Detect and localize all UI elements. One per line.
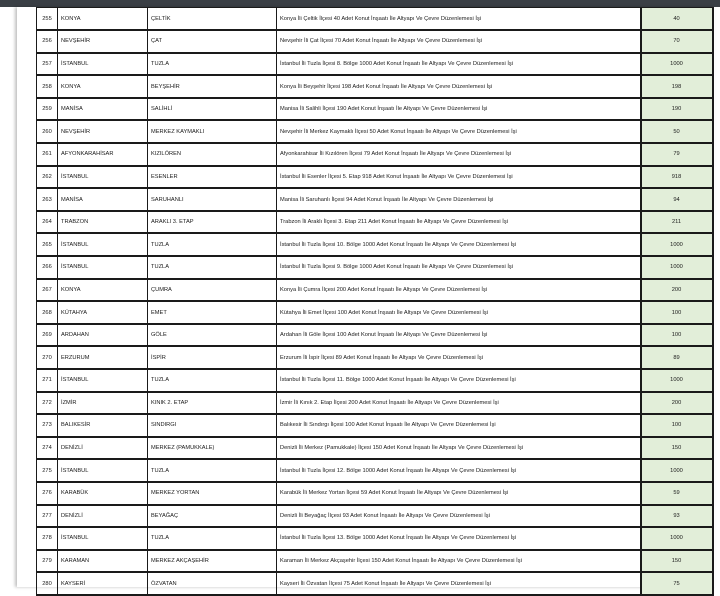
unit-count-cell: 190 xyxy=(641,98,713,121)
row-number-cell: 260 xyxy=(37,120,58,143)
table-row xyxy=(37,346,713,369)
district-cell: ÖZVATAN xyxy=(148,572,277,595)
province-cell: DENİZLİ xyxy=(58,437,148,460)
district-cell: MERKEZ AKÇAŞEHİR xyxy=(148,550,277,573)
district-cell: SARUHANLI xyxy=(148,188,277,211)
table-row xyxy=(37,53,713,76)
table-row xyxy=(37,8,713,31)
row-number-cell: 255 xyxy=(37,8,58,31)
description-cell: İstanbul İli Tuzla İlçesi 12. Bölge 1000 Adet Konut İnşaatı İle Altyapı Ve Çevre Düzenlemesi İşi xyxy=(277,459,641,482)
row-number-cell: 280 xyxy=(37,572,58,595)
district-cell: TUZLA xyxy=(148,459,277,482)
unit-count-cell: 1000 xyxy=(641,256,713,279)
table-row xyxy=(37,98,713,121)
province-cell: ERZURUM xyxy=(58,346,148,369)
district-cell: EMET xyxy=(148,301,277,324)
description-cell: Denizli İli Beyağaç İlçesi 93 Adet Konut İnşaatı İle Altyapı Ve Çevre Düzenlemesi İşi xyxy=(277,505,641,528)
unit-count-cell: 1000 xyxy=(641,527,713,550)
description-cell: İstanbul İli Tuzla İlçesi 8. Bölge 1000 Adet Konut İnşaatı İle Altyapı Ve Çevre Düzenlemesi İşi xyxy=(277,53,641,76)
unit-count-cell: 200 xyxy=(641,392,713,415)
unit-count-cell: 100 xyxy=(641,414,713,437)
description-cell: İstanbul İli Esenler İlçesi 5. Etap 918 Adet Konut İnşaatı İle Altyapı Ve Çevre Düzenlemesi İşi xyxy=(277,166,641,189)
description-cell: Denizli İli Merkez (Pamukkale) İlçesi 150 Adet Konut İnşaatı İle Altyapı Ve Çevre Düzenlemesi İşi xyxy=(277,437,641,460)
district-cell: ÇUMRA xyxy=(148,279,277,302)
description-cell: İstanbul İli Tuzla İlçesi 10. Bölge 1000 Adet Konut İnşaatı İle Altyapı Ve Çevre Düzenlemesi İşi xyxy=(277,233,641,256)
district-cell: KIZILÖREN xyxy=(148,143,277,166)
description-cell: Manisa İli Salihli İlçesi 190 Adet Konut İnşaatı İle Altyapı Ve Çevre Düzenlemesi İşi xyxy=(277,98,641,121)
table-row xyxy=(37,166,713,189)
unit-count-cell: 200 xyxy=(641,279,713,302)
district-cell: BEYAĞAÇ xyxy=(148,505,277,528)
table-row xyxy=(37,550,713,573)
district-cell: TUZLA xyxy=(148,369,277,392)
district-cell: BEYŞEHİR xyxy=(148,75,277,98)
province-cell: KONYA xyxy=(58,75,148,98)
table-row xyxy=(37,188,713,211)
row-number-cell: 257 xyxy=(37,53,58,76)
province-cell: NEVŞEHİR xyxy=(58,30,148,53)
unit-count-cell: 79 xyxy=(641,143,713,166)
unit-count-cell: 89 xyxy=(641,346,713,369)
unit-count-cell: 1000 xyxy=(641,369,713,392)
province-cell: İSTANBUL xyxy=(58,53,148,76)
unit-count-cell: 150 xyxy=(641,550,713,573)
province-cell: TRABZON xyxy=(58,211,148,234)
row-number-cell: 264 xyxy=(37,211,58,234)
unit-count-cell: 1000 xyxy=(641,233,713,256)
table-row xyxy=(37,279,713,302)
district-cell: ARAKLI 3. ETAP xyxy=(148,211,277,234)
province-cell: İSTANBUL xyxy=(58,369,148,392)
row-number-cell: 268 xyxy=(37,301,58,324)
row-number-cell: 275 xyxy=(37,459,58,482)
province-cell: ARDAHAN xyxy=(58,324,148,347)
province-cell: KONYA xyxy=(58,279,148,302)
province-cell: İSTANBUL xyxy=(58,166,148,189)
table-row xyxy=(37,437,713,460)
description-cell: Erzurum İli İspir İlçesi 89 Adet Konut İnşaatı İle Altyapı Ve Çevre Düzenlemesi İşi xyxy=(277,346,641,369)
description-cell: Trabzon İli Araklı İlçesi 3. Etap 211 Adet Konut İnşaatı İle Altyapı Ve Çevre Düzenlemesi İşi xyxy=(277,211,641,234)
province-cell: MANİSA xyxy=(58,98,148,121)
row-number-cell: 276 xyxy=(37,482,58,505)
description-cell: İstanbul İli Tuzla İlçesi 9. Bölge 1000 Adet Konut İnşaatı İle Altyapı Ve Çevre Düzenlemesi İşi xyxy=(277,256,641,279)
district-cell: SALİHLİ xyxy=(148,98,277,121)
row-number-cell: 256 xyxy=(37,30,58,53)
district-cell: KINIK 2. ETAP xyxy=(148,392,277,415)
row-number-cell: 277 xyxy=(37,505,58,528)
unit-count-cell: 50 xyxy=(641,120,713,143)
description-cell: Konya İli Çumra İlçesi 200 Adet Konut İnşaatı İle Altyapı Ve Çevre Düzenlemesi İşi xyxy=(277,279,641,302)
unit-count-cell: 40 xyxy=(641,8,713,31)
unit-count-cell: 70 xyxy=(641,30,713,53)
description-cell: Konya İli Beyşehir İlçesi 198 Adet Konut İnşaatı İle Altyapı Ve Çevre Düzenlemesi İşi xyxy=(277,75,641,98)
row-number-cell: 267 xyxy=(37,279,58,302)
unit-count-cell: 1000 xyxy=(641,53,713,76)
province-cell: İSTANBUL xyxy=(58,527,148,550)
table-row xyxy=(37,392,713,415)
row-number-cell: 272 xyxy=(37,392,58,415)
description-cell: Kütahya İli Emet İlçesi 100 Adet Konut İnşaatı İle Altyapı Ve Çevre Düzenlemesi İşi xyxy=(277,301,641,324)
description-cell: Nevşehir İli Çat İlçesi 70 Adet Konut İnşaatı İle Altyapı Ve Çevre Düzenlemesi İşi xyxy=(277,30,641,53)
table-row xyxy=(37,143,713,166)
table-row xyxy=(37,211,713,234)
district-cell: SINDIRGI xyxy=(148,414,277,437)
province-cell: KONYA xyxy=(58,8,148,31)
district-cell: ESENLER xyxy=(148,166,277,189)
province-cell: KAYSERİ xyxy=(58,572,148,595)
district-cell: İSPİR xyxy=(148,346,277,369)
table-row xyxy=(37,572,713,595)
description-cell: Kayseri İli Özvatan İlçesi 75 Adet Konut İnşaatı İle Altyapı Ve Çevre Düzenlemesi İşi xyxy=(277,572,641,595)
province-cell: İZMİR xyxy=(58,392,148,415)
row-number-cell: 273 xyxy=(37,414,58,437)
table-body xyxy=(37,8,713,595)
window-top-bar xyxy=(0,0,720,7)
district-cell: ÇELTİK xyxy=(148,8,277,31)
row-number-cell: 258 xyxy=(37,75,58,98)
table-row xyxy=(37,233,713,256)
table-row xyxy=(37,75,713,98)
row-number-cell: 265 xyxy=(37,233,58,256)
district-cell: TUZLA xyxy=(148,53,277,76)
unit-count-cell: 100 xyxy=(641,301,713,324)
district-cell: TUZLA xyxy=(148,527,277,550)
unit-count-cell: 59 xyxy=(641,482,713,505)
description-cell: Afyonkarahisar İli Kızılören İlçesi 79 Adet Konut İnşaatı İle Altyapı Ve Çevre Düzenlemesi İşi xyxy=(277,143,641,166)
district-cell: ÇAT xyxy=(148,30,277,53)
row-number-cell: 269 xyxy=(37,324,58,347)
table-row xyxy=(37,505,713,528)
description-cell: Balıkesir İli Sındırgı İlçesi 100 Adet Konut İnşaatı İle Altyapı Ve Çevre Düzenlemesi İşi xyxy=(277,414,641,437)
table-row xyxy=(37,301,713,324)
row-number-cell: 263 xyxy=(37,188,58,211)
table-row xyxy=(37,482,713,505)
province-cell: İSTANBUL xyxy=(58,459,148,482)
description-cell: Manisa İli Saruhanlı İlçesi 94 Adet Konut İnşaatı İle Altyapı Ve Çevre Düzenlemesi İşi xyxy=(277,188,641,211)
unit-count-cell: 94 xyxy=(641,188,713,211)
province-cell: MANİSA xyxy=(58,188,148,211)
description-cell: Karabük İli Merkez Yortan İlçesi 59 Adet Konut İnşaatı İle Altyapı Ve Çevre Düzenlemesi İşi xyxy=(277,482,641,505)
province-cell: KARAMAN xyxy=(58,550,148,573)
row-number-cell: 274 xyxy=(37,437,58,460)
province-cell: KARABÜK xyxy=(58,482,148,505)
unit-count-cell: 198 xyxy=(641,75,713,98)
row-number-cell: 261 xyxy=(37,143,58,166)
district-cell: TUZLA xyxy=(148,233,277,256)
table-row xyxy=(37,369,713,392)
province-cell: NEVŞEHİR xyxy=(58,120,148,143)
row-number-cell: 259 xyxy=(37,98,58,121)
unit-count-cell: 100 xyxy=(641,324,713,347)
province-cell: İSTANBUL xyxy=(58,256,148,279)
province-cell: BALIKESİR xyxy=(58,414,148,437)
unit-count-cell: 150 xyxy=(641,437,713,460)
province-cell: AFYONKARAHİSAR xyxy=(58,143,148,166)
description-cell: İzmir İli Kınık 2. Etap İlçesi 200 Adet Konut İnşaatı İle Altyapı Ve Çevre Düzenlemesi İşi xyxy=(277,392,641,415)
row-number-cell: 278 xyxy=(37,527,58,550)
row-number-cell: 262 xyxy=(37,166,58,189)
table-row xyxy=(37,120,713,143)
province-cell: İSTANBUL xyxy=(58,233,148,256)
table-row xyxy=(37,324,713,347)
description-cell: Karaman İli Merkez Akçaşehir İlçesi 150 Adet Konut İnşaatı İle Altyapı Ve Çevre Düzenlemesi İşi xyxy=(277,550,641,573)
unit-count-cell: 75 xyxy=(641,572,713,595)
row-number-cell: 279 xyxy=(37,550,58,573)
district-cell: TUZLA xyxy=(148,256,277,279)
description-cell: İstanbul İli Tuzla İlçesi 13. Bölge 1000 Adet Konut İnşaatı İle Altyapı Ve Çevre Düzenlemesi İşi xyxy=(277,527,641,550)
unit-count-cell: 918 xyxy=(641,166,713,189)
unit-count-cell: 1000 xyxy=(641,459,713,482)
description-cell: İstanbul İli Tuzla İlçesi 11. Bölge 1000 Adet Konut İnşaatı İle Altyapı Ve Çevre Düzenlemesi İşi xyxy=(277,369,641,392)
district-cell: MERKEZ KAYMAKLI xyxy=(148,120,277,143)
unit-count-cell: 93 xyxy=(641,505,713,528)
description-cell: Ardahan İli Göle İlçesi 100 Adet Konut İnşaatı İle Altyapı Ve Çevre Düzenlemesi İşi xyxy=(277,324,641,347)
table-row xyxy=(37,30,713,53)
province-cell: KÜTAHYA xyxy=(58,301,148,324)
province-cell: DENİZLİ xyxy=(58,505,148,528)
row-number-cell: 266 xyxy=(37,256,58,279)
row-number-cell: 270 xyxy=(37,346,58,369)
unit-count-cell: 211 xyxy=(641,211,713,234)
table-row xyxy=(37,459,713,482)
description-cell: Nevşehir İli Merkez Kaymaklı İlçesi 50 Adet Konut İnşaatı İle Altyapı Ve Çevre Düzenlemesi İşi xyxy=(277,120,641,143)
row-number-cell: 271 xyxy=(37,369,58,392)
district-cell: MERKEZ YORTAN xyxy=(148,482,277,505)
table-row xyxy=(37,414,713,437)
district-cell: MERKEZ (PAMUKKALE) xyxy=(148,437,277,460)
housing-projects-table xyxy=(36,7,714,596)
district-cell: GÖLE xyxy=(148,324,277,347)
description-cell: Konya İli Çeltik İlçesi 40 Adet Konut İnşaatı İle Altyapı Ve Çevre Düzenlemesi İşi xyxy=(277,8,641,31)
table-row xyxy=(37,256,713,279)
table-row xyxy=(37,527,713,550)
